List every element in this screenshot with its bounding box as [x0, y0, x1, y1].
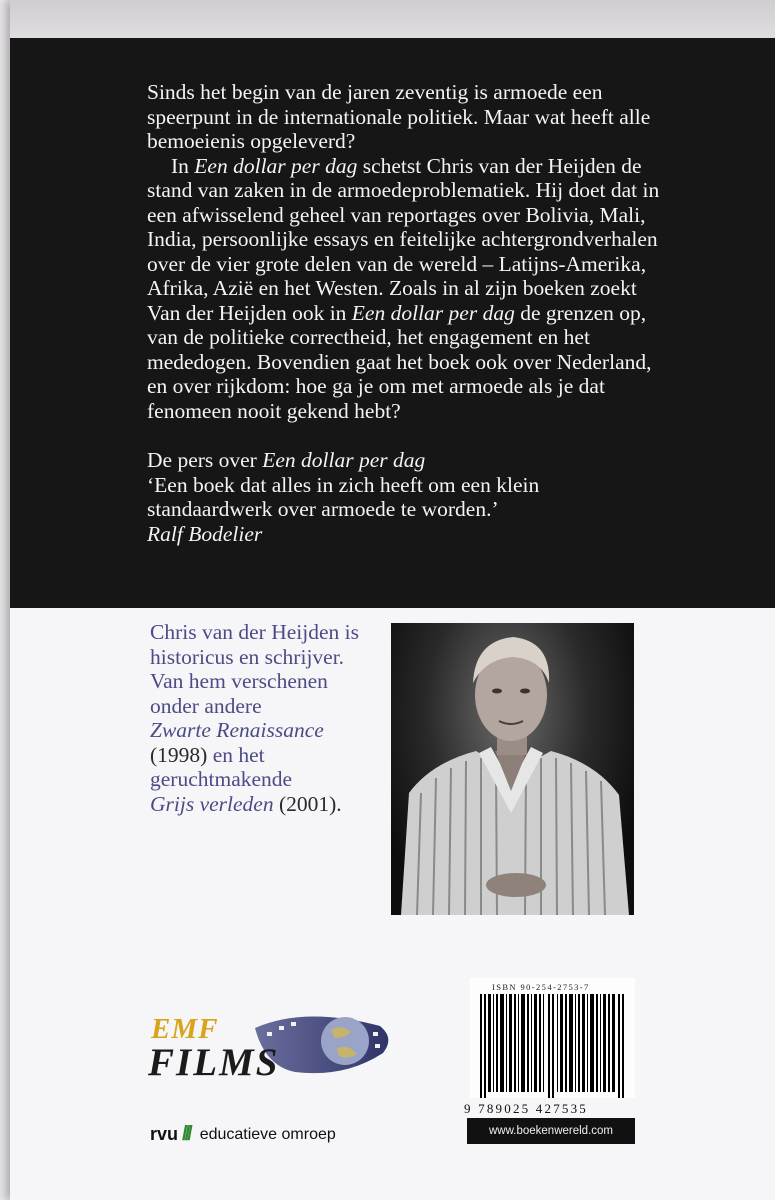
rvu-logo: [150, 1123, 336, 1146]
bio-book-1-year: (1998): [150, 742, 208, 767]
bio-intro: Chris van der Heijden is historicus en schrijver.: [150, 620, 359, 669]
press-book-title: Een dollar per dag: [262, 448, 426, 472]
barcode-icon: [480, 994, 630, 1098]
blurb-paragraph-2: [147, 154, 667, 424]
book-title-italic: Een dollar per dag: [194, 153, 358, 178]
bio-works-intro: Van hem verschenen onder andere: [150, 669, 328, 718]
book-title-italic-2: Een dollar per dag: [351, 300, 515, 325]
press-heading: [147, 448, 667, 473]
rvu-wordmark: rvu: [150, 1124, 179, 1144]
blurb-p2-end: de grenzen op, van de politieke correctheid, het engagement en het mededogen. Bovendien gaat het boek ook over Nederland, en over rijkdom: hoe ga je om met armoede als je dat fenomeen nooit gekend hebt?: [147, 300, 652, 423]
press-prefix: De pers over: [147, 448, 263, 472]
author-bio: [150, 620, 380, 816]
blurb-text: [147, 80, 667, 546]
quote-author: [147, 522, 667, 547]
emf-logo-text: EMF: [151, 1013, 219, 1045]
quote-author-name: Ralf Bodelier: [147, 521, 263, 546]
cover-top-edge: [10, 0, 775, 40]
blurb-p2-body: schetst Chris van der Heijden de stand van zaken in de armoedeproblematiek. Hij doet dat in een afwisselend geheel van reportages over Bolivia, Mali, India, persoonlijke essays en feitelijke achtergrondverhalen over de vier grote delen van de wereld – Latijns-Amerika, Afrika, Azië en het Westen. Zoals in al zijn boeken zoekt Van der Heijden ook in: [147, 153, 660, 325]
publisher-url: www.boekenwereld.com: [467, 1118, 635, 1144]
rvu-slash-icon: ///: [182, 1123, 190, 1145]
isbn-number: ISBN 90-254-2753-7: [492, 982, 590, 992]
bio-works-mid: en het geruchtmakende: [150, 742, 293, 791]
films-logo-text: FILMS: [148, 1041, 280, 1084]
author-photo: [391, 623, 634, 915]
bio-book-2: Grijs verleden: [150, 791, 274, 816]
press-quote: ‘Een boek dat alles in zich heeft om een klein standaardwerk over armoede te worden.’: [147, 472, 540, 521]
bio-book-2-year: (2001).: [273, 791, 342, 816]
rvu-tagline: educatieve omroep: [199, 1125, 336, 1143]
blurb-paragraph-1: Sinds het begin van de jaren zeventig is armoede een speerpunt in de internationale politiek. Maar wat heeft alle bemoeienis opgeleverd?: [147, 80, 651, 153]
bio-book-1: Zwarte Renaissance: [150, 718, 324, 742]
ean-number: 9 789025 427535: [464, 1101, 588, 1116]
bio-works: [150, 669, 380, 816]
blurb-p2-prefix: In: [171, 153, 195, 178]
